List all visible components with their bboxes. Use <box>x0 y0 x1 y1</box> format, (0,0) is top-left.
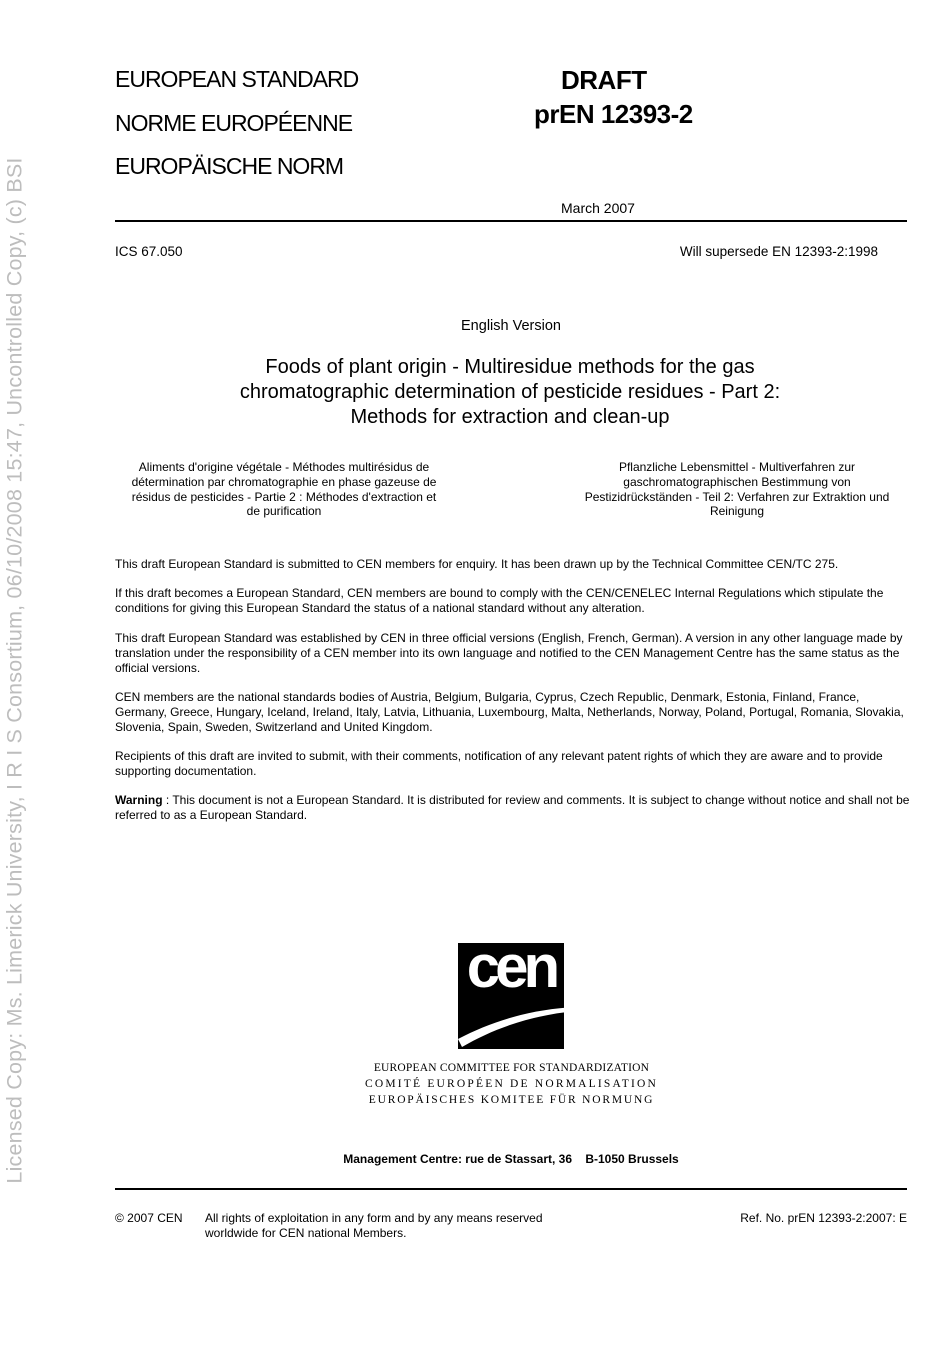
reference-number: Ref. No. prEN 12393-2:2007: E <box>740 1211 907 1225</box>
paragraph-warning <box>115 793 910 823</box>
cen-logo-swoosh-icon <box>452 991 582 1051</box>
warning-label: Warning <box>115 793 163 807</box>
title-line-2: chromatographic determination of pesticide residues - Part 2: <box>239 381 781 403</box>
management-centre-address: Management Centre: rue de Stassart, 36 B-1050 Brussels <box>343 1152 679 1166</box>
document-title <box>130 355 890 430</box>
title-line-1: Foods of plant origin - Multiresidue methods for the gas <box>265 356 755 378</box>
paragraph-enquiry: This draft European Standard is submitted to CEN members for enquiry. It has been drawn up by the Technical Committee CEN/TC 275. <box>115 557 839 571</box>
language-version: English Version <box>461 318 561 334</box>
cen-logo <box>458 933 564 1049</box>
watermark-text: Licensed Copy: Ms. Limerick University, I R I S Consortium, 06/10/2008 15:47, Uncontrolled Copy, (c) BSI <box>2 157 27 1184</box>
french-title-line: Aliments d'origine végétale - Méthodes multirésidus de <box>138 460 430 474</box>
header-divider <box>115 220 907 222</box>
german-title-line: Reinigung <box>709 504 765 519</box>
warning-text: : This document is not a European Standard. It is distributed for review and comments. It is subject to change without notice and shall not be referred to as a European Standard. <box>115 793 910 822</box>
paragraph-versions: This draft European Standard was established by CEN in three official versions (English, French, German). A version in any other language made by translation under the responsibility of a CEN member into its own language and notified to the CEN Management Centre has the same status as the official versions. <box>115 631 903 675</box>
title-european-standard: EUROPEAN STANDARD <box>115 66 359 92</box>
german-title <box>567 460 907 519</box>
paragraph-regulations: If this draft becomes a European Standard, CEN members are bound to comply with the CEN/CENELEC Internal Regulations which stipulate the conditions for giving this European Standard the status of a national standard without any alteration. <box>115 586 884 615</box>
draft-label: DRAFT <box>561 65 647 95</box>
rights-line: All rights of exploitation in any form and by any means reserved <box>205 1211 543 1225</box>
copyright: © 2007 CEN <box>115 1211 183 1225</box>
title-norme-europeenne: NORME EUROPÉENNE <box>115 110 353 136</box>
publication-date: March 2007 <box>561 200 635 216</box>
rights-line: worldwide for CEN national Members. <box>205 1226 407 1240</box>
document-number: prEN 12393-2 <box>534 99 693 129</box>
title-line-3: Methods for extraction and clean-up <box>350 406 670 428</box>
german-title-line: Pflanzliche Lebensmittel - Multiverfahren zur <box>618 460 856 474</box>
french-title-line: détermination par chromatographie en phase gazeuse de <box>131 474 437 489</box>
committee-name-fr: COMITÉ EUROPÉEN DE NORMALISATION <box>364 1078 659 1090</box>
rights-statement <box>205 1211 543 1241</box>
ics-code: ICS 67.050 <box>115 244 183 259</box>
supersedes-note: Will supersede EN 12393-2:1998 <box>679 244 878 259</box>
committee-name-de: EUROPÄISCHES KOMITEE FÜR NORMUNG <box>368 1094 655 1106</box>
paragraph-members: CEN members are the national standards bodies of Austria, Belgium, Bulgaria, Cyprus, Czech Republic, Denmark, Estonia, Finland, France, Germany, Greece, Hungary, Iceland, Ireland, Italy, Latvia, Lithuania, Luxembourg, Malta, Netherlands, Norway, Poland, Portugal, Romania, Slovakia, Slovenia, Spain, Sweden, Switzerland and United Kingdom. <box>115 690 904 734</box>
cen-logo-text: cen <box>466 933 556 1000</box>
french-title-line: résidus de pesticides - Partie 2 : Méthodes d'extraction et <box>131 489 437 504</box>
footer-divider <box>115 1188 907 1190</box>
german-title-line: Pestizidrückständen - Teil 2: Verfahren zur Extraktion und <box>584 489 890 504</box>
title-europaische-norm: EUROPÄISCHE NORM <box>115 153 344 179</box>
paragraph-patents: Recipients of this draft are invited to submit, with their comments, notification of any relevant patent rights of which they are aware and to provide supporting documentation. <box>115 749 883 778</box>
french-title <box>114 460 454 519</box>
french-title-line: de purification <box>246 504 322 519</box>
german-title-line: gaschromatographischen Bestimmung von <box>623 474 851 489</box>
committee-name-en: EUROPEAN COMMITTEE FOR STANDARDIZATION <box>373 1062 650 1074</box>
